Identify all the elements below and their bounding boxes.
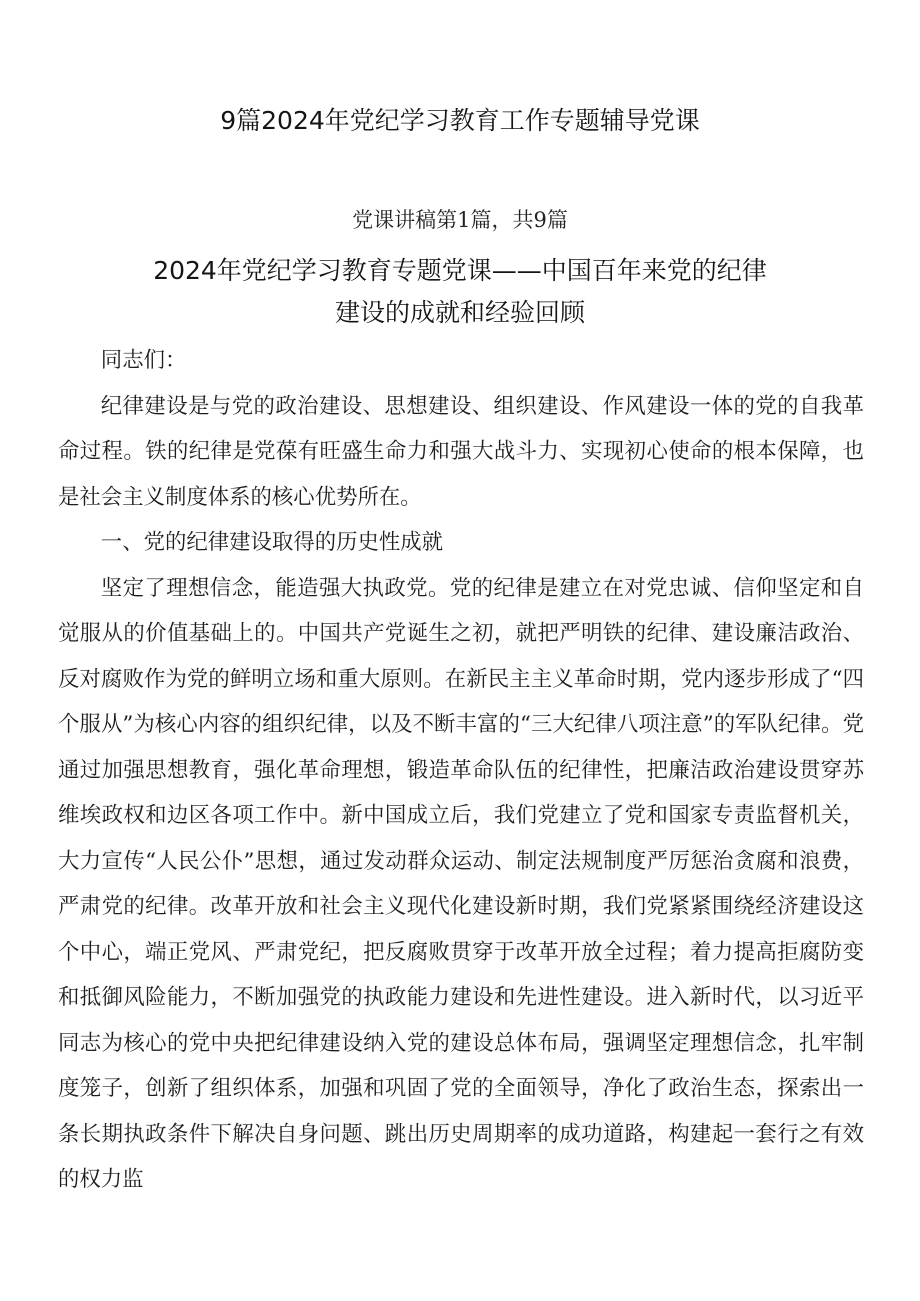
body-paragraph: 坚定了理想信念，能造强大执政党。党的纪律是建立在对党忠诚、信仰坚定和自觉服从的价值基础上的。中国共产党诞生之初，就把严明铁的纪律、建设廉洁政治、反对腐败作为党的鲜明立场和重大原则。在新民主主义革命时期，党内逐步形成了“四个服从”为核心内容的组织纪律，以及不断丰富的“三大纪律八项注意”的军队纪律。党通过加强思想教育，强化革命理想，锻造革命队伍的纪律性，把廉洁政治建设贯穿苏维埃政权和边区各项工作中。新中国成立后，我们党建立了党和国家专责监督机关，大力宣传“人民公仆”思想，通过发动群众运动、制定法规制度严厉惩治贪腐和浪费，严肃党的纪律。改革开放和社会主义现代化建设新时期，我们党紧紧围绕经济建设这个中心，端正党风、严肃党纪，把反腐败贯穿于改革开放全过程；着力提高拒腐防变和抵御风险能力，不断加强党的执政能力建设和先进性建设。进入新时代，以习近平同志为核心的党中央把纪律建设纳入党的建设总体布局，强调坚定理想信念，扎牢制度笼子，创新了组织体系，加强和巩固了党的全面领导，净化了政治生态，探索出一条长期执政条件下解决自身问题、跳出历史周期率的成功道路，构建起一套行之有效的权力监 [58, 575, 864, 1192]
lecture-title-line1: 2024年党纪学习教育专题党课——中国百年来党的纪律 [153, 256, 767, 285]
lecture-title [0, 250, 920, 334]
greeting: 同志们： [100, 348, 187, 373]
part-label: 党课讲稿第1篇，共9篇 [352, 208, 568, 232]
section-heading: 一、党的纪律建设取得的历史性成就 [100, 530, 444, 555]
lecture-title-line2: 建设的成就和经验回顾 [334, 298, 585, 327]
body-paragraph: 纪律建设是与党的政治建设、思想建设、组织建设、作风建设一体的党的自我革命过程。铁的纪律是党葆有旺盛生命力和强大战斗力、实现初心使命的根本保障，也是社会主义制度体系的核心优势所在。 [58, 393, 864, 510]
document-body [58, 338, 864, 1203]
document-main-title: 9篇2024年党纪学习教育工作专题辅导党课 [220, 106, 700, 135]
